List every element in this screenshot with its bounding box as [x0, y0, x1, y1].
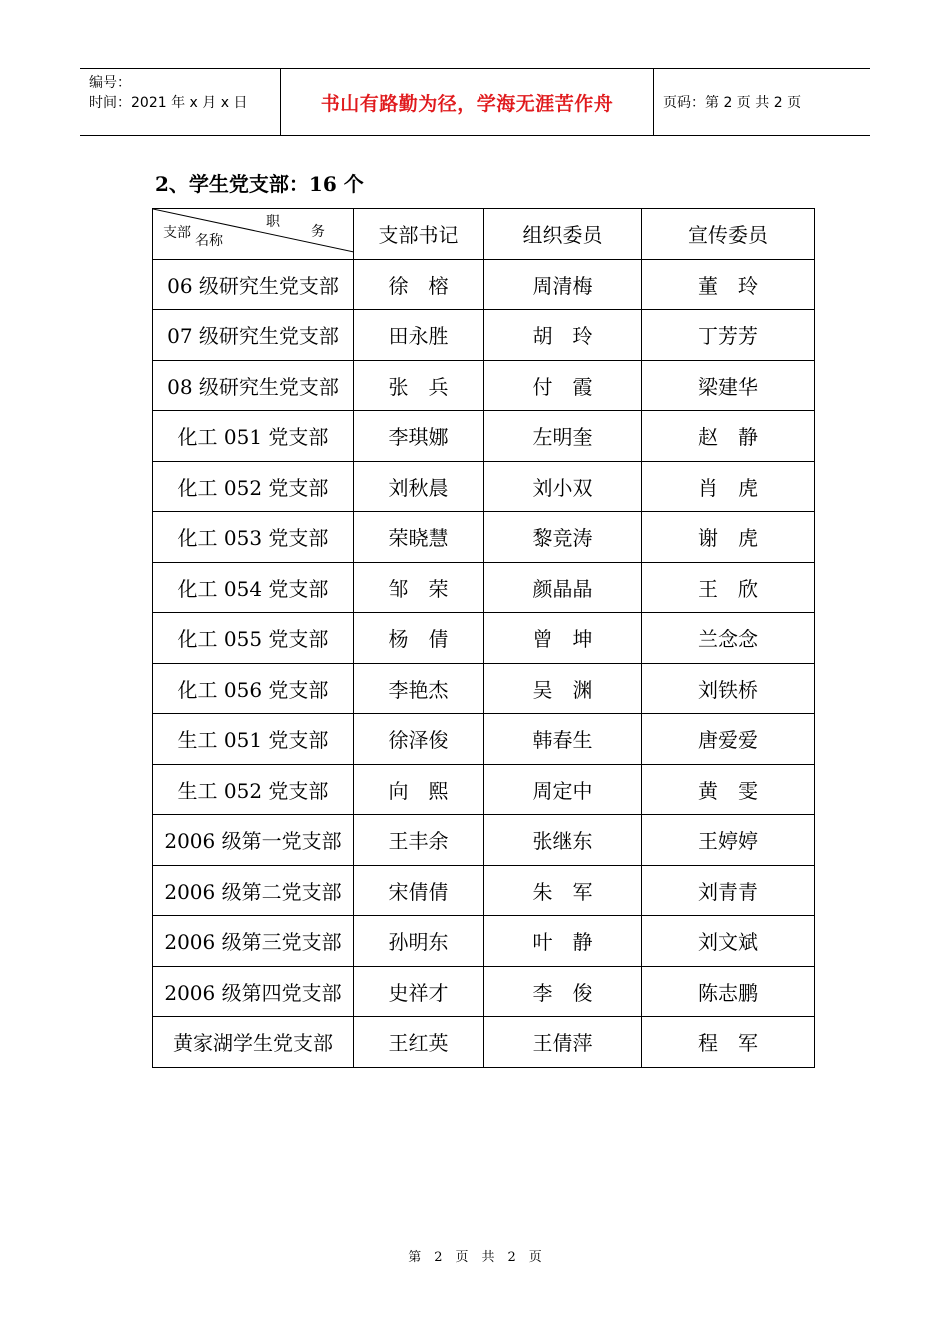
- secretary-cell: 王丰余: [354, 815, 484, 866]
- header-meta: [80, 69, 281, 135]
- document-number-label: 编号：: [89, 75, 131, 91]
- publicity-member-cell: 丁芳芳: [642, 310, 815, 361]
- branch-name-cell: 化工 055 党支部: [153, 613, 354, 664]
- table-row: [153, 259, 815, 310]
- organization-member-cell: 朱 军: [484, 865, 642, 916]
- branch-name-cell: 化工 056 党支部: [153, 663, 354, 714]
- publicity-member-cell: 肖 虎: [642, 461, 815, 512]
- publicity-member-cell: 程 军: [642, 1017, 815, 1068]
- branch-name-cell: 2006 级第三党支部: [153, 916, 354, 967]
- publicity-member-cell: 唐爱爱: [642, 714, 815, 765]
- publicity-member-cell: 黄 雯: [642, 764, 815, 815]
- publicity-member-cell: 刘铁桥: [642, 663, 815, 714]
- page-footer: 第 2 页 共 2 页: [408, 1250, 542, 1265]
- publicity-member-cell: 董 玲: [642, 259, 815, 310]
- publicity-member-cell: 王婷婷: [642, 815, 815, 866]
- header-motto-cell: [281, 69, 654, 135]
- organization-member-cell: 王倩萍: [484, 1017, 642, 1068]
- secretary-cell: 荣晓慧: [354, 512, 484, 563]
- organization-member-cell: 左明奎: [484, 411, 642, 462]
- secretary-cell: 邹 荣: [354, 562, 484, 613]
- table-row: [153, 865, 815, 916]
- branch-name-cell: 06 级研究生党支部: [153, 259, 354, 310]
- secretary-cell: 孙明东: [354, 916, 484, 967]
- organization-member-cell: 颜晶晶: [484, 562, 642, 613]
- table-body: [153, 259, 815, 1067]
- secretary-cell: 李艳杰: [354, 663, 484, 714]
- corner-duty-label-2: 务: [311, 224, 325, 240]
- secretary-cell: 徐泽俊: [354, 714, 484, 765]
- header-secretary: 支部书记: [354, 209, 484, 260]
- organization-member-cell: 张继东: [484, 815, 642, 866]
- organization-member-cell: 付 霞: [484, 360, 642, 411]
- header-page-cell: [654, 69, 870, 135]
- table-row: [153, 613, 815, 664]
- header-publicity-member: 宣传委员: [642, 209, 815, 260]
- table-row: [153, 663, 815, 714]
- table-row: [153, 1017, 815, 1068]
- header-organization-member: 组织委员: [484, 209, 642, 260]
- secretary-cell: 田永胜: [354, 310, 484, 361]
- table-header-row: [153, 209, 815, 260]
- branch-name-cell: 化工 051 党支部: [153, 411, 354, 462]
- organization-member-cell: 刘小双: [484, 461, 642, 512]
- secretary-cell: 刘秋晨: [354, 461, 484, 512]
- organization-member-cell: 周定中: [484, 764, 642, 815]
- table-row: [153, 411, 815, 462]
- organization-member-cell: 吴 渊: [484, 663, 642, 714]
- table-row: [153, 966, 815, 1017]
- publicity-member-cell: 赵 静: [642, 411, 815, 462]
- document-time-label: 时间：2021 年 x 月 x 日: [89, 95, 248, 111]
- organization-member-cell: 周清梅: [484, 259, 642, 310]
- secretary-cell: 向 熙: [354, 764, 484, 815]
- secretary-cell: 杨 倩: [354, 613, 484, 664]
- publicity-member-cell: 刘文斌: [642, 916, 815, 967]
- table-row: [153, 815, 815, 866]
- branch-name-cell: 化工 054 党支部: [153, 562, 354, 613]
- organization-member-cell: 叶 静: [484, 916, 642, 967]
- organization-member-cell: 李 俊: [484, 966, 642, 1017]
- corner-branch-label-2: 名称: [195, 233, 223, 249]
- table-row: [153, 310, 815, 361]
- publicity-member-cell: 梁建华: [642, 360, 815, 411]
- secretary-cell: 张 兵: [354, 360, 484, 411]
- organization-member-cell: 黎竞涛: [484, 512, 642, 563]
- branch-name-cell: 2006 级第二党支部: [153, 865, 354, 916]
- secretary-cell: 王红英: [354, 1017, 484, 1068]
- section-title: 2、学生党支部：16 个: [155, 172, 364, 196]
- table-row: [153, 512, 815, 563]
- publicity-member-cell: 陈志鹏: [642, 966, 815, 1017]
- branch-name-cell: 生工 052 党支部: [153, 764, 354, 815]
- publicity-member-cell: 刘青青: [642, 865, 815, 916]
- branch-name-cell: 化工 053 党支部: [153, 512, 354, 563]
- branch-name-cell: 08 级研究生党支部: [153, 360, 354, 411]
- branch-name-cell: 07 级研究生党支部: [153, 310, 354, 361]
- table-corner-cell: [153, 209, 354, 260]
- branch-name-cell: 化工 052 党支部: [153, 461, 354, 512]
- table-row: [153, 764, 815, 815]
- secretary-cell: 史祥才: [354, 966, 484, 1017]
- party-branch-table: [152, 208, 815, 1068]
- secretary-cell: 徐 榕: [354, 259, 484, 310]
- publicity-member-cell: 王 欣: [642, 562, 815, 613]
- branch-name-cell: 生工 051 党支部: [153, 714, 354, 765]
- corner-duty-label-1: 职: [266, 214, 280, 230]
- corner-branch-label-1: 支部: [163, 225, 191, 241]
- table-row: [153, 916, 815, 967]
- document-header: [80, 68, 870, 136]
- header-motto: 书山有路勤为径，学海无涯苦作舟: [320, 92, 614, 115]
- table-row: [153, 461, 815, 512]
- organization-member-cell: 曾 坤: [484, 613, 642, 664]
- secretary-cell: 宋倩倩: [354, 865, 484, 916]
- table-row: [153, 714, 815, 765]
- table-row: [153, 562, 815, 613]
- publicity-member-cell: 谢 虎: [642, 512, 815, 563]
- secretary-cell: 李琪娜: [354, 411, 484, 462]
- table-row: [153, 360, 815, 411]
- organization-member-cell: 韩春生: [484, 714, 642, 765]
- branch-name-cell: 2006 级第四党支部: [153, 966, 354, 1017]
- header-page-code: 页码：第 2 页 共 2 页: [663, 95, 802, 111]
- publicity-member-cell: 兰念念: [642, 613, 815, 664]
- branch-name-cell: 2006 级第一党支部: [153, 815, 354, 866]
- branch-name-cell: 黄家湖学生党支部: [153, 1017, 354, 1068]
- organization-member-cell: 胡 玲: [484, 310, 642, 361]
